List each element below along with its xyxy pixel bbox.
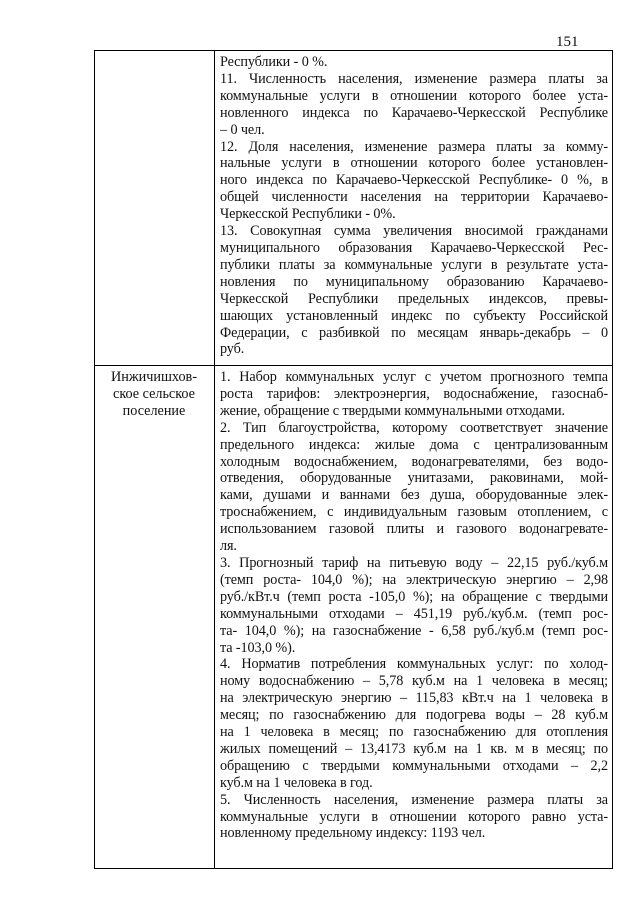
text-line: 1. Набор коммунальных услуг с учетом прогнозного темпа (220, 369, 608, 385)
text-line: (темп роста- 104,0 %); на электрическую энергию – 2,98 (220, 571, 608, 588)
text-line: нальные услуги в отношении которого более установлен- (220, 155, 608, 172)
text-line: обращению с твердыми коммунальными отходами – 2,2 (220, 757, 608, 774)
text-line: месяц; по газоснабжению для подогрева воды – 28 куб.м (220, 707, 608, 724)
text-line: жилых помещений – 13,4173 куб.м на 1 кв. м в месяц; по (220, 740, 608, 757)
table-row-divider (94, 365, 613, 366)
settlement-name-line: Инжичишхов- (111, 369, 197, 385)
text-line: 12. Доля населения, изменение размера платы за комму- (220, 138, 608, 155)
page-number: 151 (556, 34, 579, 50)
row2-description (220, 369, 608, 842)
text-line: 4. Норматив потребления коммунальных услуг: по холод- (220, 656, 608, 673)
text-line: отведения, оборудованные унитазами, раковинами, мой- (220, 470, 608, 487)
settlement-name-line: ское сельское (113, 386, 195, 402)
text-line: та- 104,0 %); на газоснабжение - 6,58 руб./куб.м (темп рос- (220, 622, 608, 639)
text-line: роста тарифов: электроэнергия, водоснабжение, газоснаб- (220, 385, 608, 402)
text-line: руб. (220, 341, 245, 358)
text-line: на электрическую энергию – 115,83 кВт.ч на 1 человека в (220, 690, 608, 707)
text-line: руб./кВт.ч (темп роста -105,0 %); на обращение с твердыми (220, 588, 608, 605)
text-line: шающих установленный индекс по субъекту Российской (220, 307, 608, 324)
text-line: муниципального образования Карачаево-Черкесской Рес- (220, 239, 608, 256)
text-line: предельного индекса: жилые дома с централизованным (220, 436, 608, 453)
table-border-left (94, 51, 95, 868)
text-line: – 0 чел. (220, 121, 265, 138)
settlement-name-cell (94, 369, 214, 420)
text-line: та -103,0 %). (220, 639, 296, 656)
text-line: коммунальными отходами – 451,19 руб./куб.м. (темп рос- (220, 605, 608, 622)
text-line: новленному предельному индексу: 1193 чел. (220, 825, 486, 842)
text-line: публики платы за коммунальные услуги в результате уста- (220, 256, 608, 273)
text-line: 5. Численность населения, изменение размера платы за (220, 791, 608, 808)
text-line: троснабжением, с индивидуальным газовым отоплением, с (220, 504, 608, 521)
text-line: Черкесской Республики - 0%. (220, 206, 396, 223)
text-line: коммунальные услуги в отношении которого равно уста- (220, 808, 608, 825)
text-line: ному водоснабжению – 5,78 куб.м на 1 человека в месяц; (220, 673, 608, 690)
text-line: на 1 человека в месяц; по газоснабжению для отопления (220, 724, 608, 741)
text-line: 2. Тип благоустройства, которому соответствует значение (220, 419, 608, 436)
text-line: 11. Численность населения, изменение размера платы за (220, 70, 608, 87)
text-line: новленного индекса по Карачаево-Черкесской Республике (220, 104, 608, 121)
row1-description (220, 54, 608, 358)
text-line: 3. Прогнозный тариф на питьевую воду – 22,15 руб./куб.м (220, 554, 608, 571)
document-table (94, 50, 613, 869)
text-line: использованием газовой плиты и газового водонагревате- (220, 521, 608, 538)
text-line: ного индекса по Карачаево-Черкесской Республике- 0 %, в (220, 172, 608, 189)
text-line: 13. Совокупная сумма увеличения вносимой гражданами (220, 223, 608, 240)
text-line: жение, обращение с твердыми коммунальными отходами. (220, 402, 565, 419)
text-line: коммунальные услуги в отношении которого более уста- (220, 87, 608, 104)
text-line: Черкесской Республики предельных индексов, превы- (220, 290, 608, 307)
text-line: холодным водоснабжением, водонагревателями, без водо- (220, 453, 608, 470)
text-line: Республики - 0 %. (220, 54, 328, 70)
table-column-divider (214, 51, 215, 868)
text-line: ками, душами и ваннами без душа, оборудованные элек- (220, 487, 608, 504)
table-border-right (612, 51, 613, 868)
text-line: новления по муниципальному образованию Карачаево- (220, 273, 608, 290)
text-line: ля. (220, 538, 237, 555)
text-line: куб.м на 1 человека в год. (220, 774, 373, 791)
text-line: Федерации, с разбивкой по месяцам январь-декабрь – 0 (220, 324, 608, 341)
settlement-name-line: поселение (122, 403, 186, 419)
text-line: общей численности населения на территории Карачаево- (220, 189, 608, 206)
